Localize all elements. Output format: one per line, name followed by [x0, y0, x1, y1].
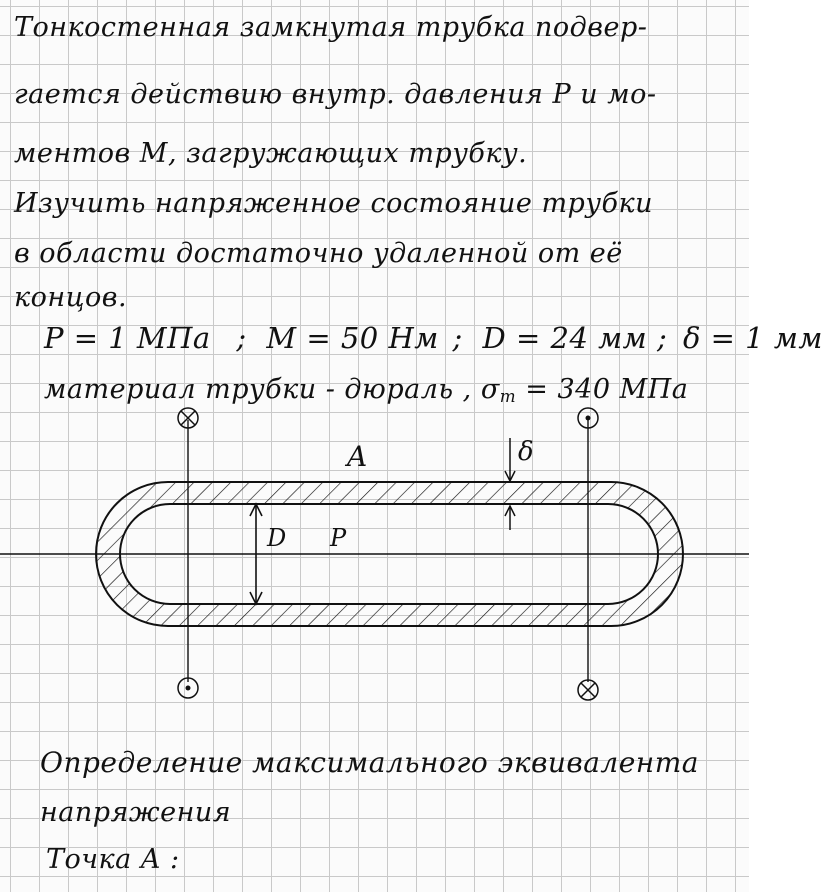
moment-into-page-symbol: [578, 680, 598, 700]
given-moment: M = 50 Нм: [266, 321, 439, 355]
yield-stress-symbol: σ: [480, 374, 500, 405]
yield-stress-value: = 340 МПа: [525, 374, 689, 405]
problem-line-1: Тонкостенная замкнутая трубка подвер-: [14, 12, 648, 43]
point-a-label: A: [347, 440, 368, 473]
yield-stress-subscript: т: [499, 386, 517, 407]
given-separator: ;: [452, 321, 463, 355]
given-separator: ;: [656, 321, 668, 355]
given-pressure: P = 1 МПа: [44, 321, 211, 355]
given-separator: ;: [236, 321, 247, 355]
problem-line-2: гается действию внутр. давления P и мо-: [14, 79, 657, 110]
pressure-label: P: [330, 524, 347, 552]
tube-cross-section-figure: [0, 400, 749, 730]
given-data-line: [44, 322, 823, 354]
problem-line-5: в области достаточно удаленной от её: [14, 238, 623, 269]
wall-thickness-label: δ: [518, 437, 534, 467]
given-thickness: δ = 1 мм: [682, 321, 823, 355]
point-a-heading: Точка A :: [46, 844, 180, 875]
diameter-label: D: [267, 524, 287, 552]
section-title-line-2: напряжения: [40, 797, 232, 828]
problem-line-6: концов.: [14, 282, 128, 313]
section-title-line-1: Определение максимального эквивалента: [40, 746, 699, 779]
problem-line-3: ментов M, загружающих трубку.: [14, 138, 528, 169]
problem-line-4: Изучить напряженное состояние трубки: [14, 188, 653, 219]
material-text: материал трубки - дюраль ,: [44, 374, 472, 405]
given-diameter: D = 24 мм: [482, 321, 648, 355]
